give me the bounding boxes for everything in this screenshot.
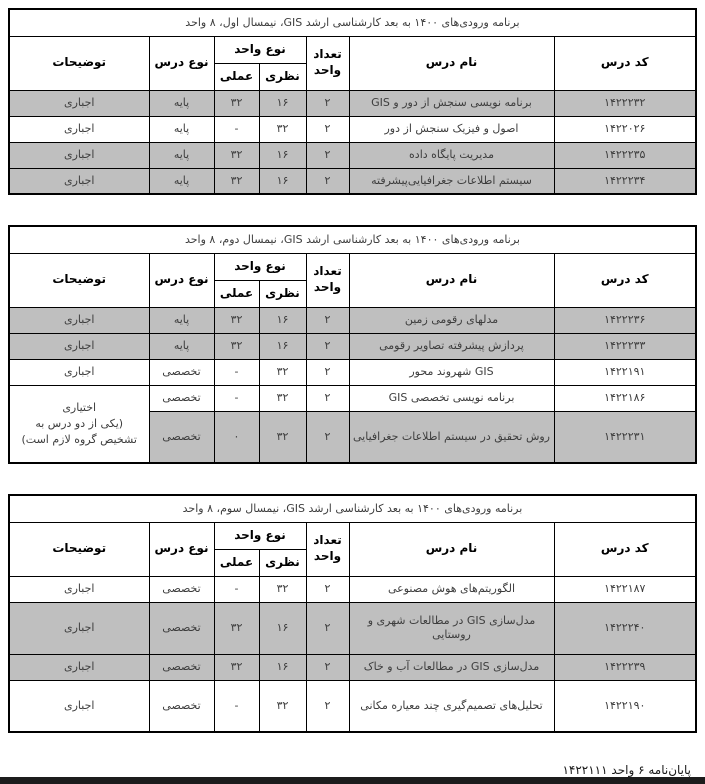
theory-units-cell: ۱۶ xyxy=(259,142,306,168)
course-name-cell: مدل‌سازی GIS در مطالعات آب و خاک xyxy=(349,654,554,680)
table-title: برنامه ورودی‌های ۱۴۰۰ به بعد کارشناسی ارشد GIS، نیمسال سوم، ۸ واحد xyxy=(9,495,696,522)
col-header-practical: عملی xyxy=(214,280,259,307)
course-name-cell: GIS شهروند محور xyxy=(349,359,554,385)
course-code-cell: ۱۴۲۲۲۳۳ xyxy=(554,333,696,359)
unit-count-line2: واحد xyxy=(313,549,342,563)
course-code-cell: ۱۴۲۲۲۳۲ xyxy=(554,90,696,116)
notes-cell: اجباری xyxy=(9,142,149,168)
units-cell: ۲ xyxy=(306,359,349,385)
notes-cell: اجباری xyxy=(9,307,149,333)
col-header-unit-type: نوع واحد xyxy=(214,36,306,63)
col-header-notes: توضیحات xyxy=(9,36,149,90)
table-title: برنامه ورودی‌های ۱۴۰۰ به بعد کارشناسی ارشد GIS، نیمسال دوم، ۸ واحد xyxy=(9,226,696,253)
col-header-course-type: نوع درس xyxy=(149,522,214,576)
theory-units-cell: ۳۲ xyxy=(259,116,306,142)
unit-count-line1: تعداد xyxy=(313,533,342,548)
course-row xyxy=(9,576,696,602)
course-code-cell: ۱۴۲۲۱۹۱ xyxy=(554,359,696,385)
course-code-cell: ۱۴۲۲۲۳۹ xyxy=(554,654,696,680)
course-row xyxy=(9,116,696,142)
units-cell: ۲ xyxy=(306,168,349,194)
theory-units-cell: ۱۶ xyxy=(259,602,306,654)
practical-units-cell: ۰ xyxy=(214,411,259,463)
course-code-cell: ۱۴۲۲۲۳۵ xyxy=(554,142,696,168)
course-name-cell: اصول و فیزیک سنجش از دور xyxy=(349,116,554,142)
course-code-cell: ۱۴۲۲۱۹۰ xyxy=(554,680,696,732)
course-type-cell: تخصصی xyxy=(149,385,214,411)
units-cell: ۲ xyxy=(306,116,349,142)
practical-units-cell: ۳۲ xyxy=(214,307,259,333)
theory-units-cell: ۱۶ xyxy=(259,333,306,359)
course-type-cell: تخصصی xyxy=(149,602,214,654)
notes-cell: اجباری xyxy=(9,90,149,116)
course-row xyxy=(9,359,696,385)
unit-count-line2: واحد xyxy=(313,63,342,77)
course-code-cell: ۱۴۲۲۱۸۶ xyxy=(554,385,696,411)
merged-notes-cell xyxy=(9,385,149,463)
col-header-theory: نظری xyxy=(259,549,306,576)
notes-cell: اجباری xyxy=(9,359,149,385)
course-row xyxy=(9,602,696,654)
col-header-practical: عملی xyxy=(214,549,259,576)
course-code-cell: ۱۴۲۲۲۳۱ xyxy=(554,411,696,463)
course-type-cell: پایه xyxy=(149,307,214,333)
theory-units-cell: ۳۲ xyxy=(259,576,306,602)
col-header-unit-count xyxy=(306,36,349,90)
course-row xyxy=(9,142,696,168)
course-code-cell: ۱۴۲۲۱۸۷ xyxy=(554,576,696,602)
thesis-note: پایان‌نامه ۶ واحد ۱۴۲۲۱۱۱ xyxy=(562,763,691,777)
course-name-cell: مدلهای رقومی زمین xyxy=(349,307,554,333)
course-row xyxy=(9,307,696,333)
unit-count-line1: تعداد xyxy=(313,264,342,279)
course-code-cell: ۱۴۲۲۲۳۶ xyxy=(554,307,696,333)
notes-cell: اجباری xyxy=(9,333,149,359)
col-header-theory: نظری xyxy=(259,280,306,307)
notes-cell: اجباری xyxy=(9,654,149,680)
notes-cell: اجباری xyxy=(9,576,149,602)
course-name-cell: روش تحقیق در سیستم اطلاعات جغرافیایی xyxy=(349,411,554,463)
course-row xyxy=(9,654,696,680)
merged-note-line: اختیاری xyxy=(62,400,97,414)
units-cell: ۲ xyxy=(306,411,349,463)
practical-units-cell: ۳۲ xyxy=(214,90,259,116)
course-type-cell: تخصصی xyxy=(149,411,214,463)
practical-units-cell: - xyxy=(214,385,259,411)
notes-cell: اجباری xyxy=(9,602,149,654)
notes-cell: اجباری xyxy=(9,116,149,142)
notes-cell: اجباری xyxy=(9,680,149,732)
units-cell: ۲ xyxy=(306,307,349,333)
course-row xyxy=(9,90,696,116)
units-cell: ۲ xyxy=(306,142,349,168)
course-name-cell: الگوریتم‌های هوش مصنوعی xyxy=(349,576,554,602)
course-row xyxy=(9,333,696,359)
practical-units-cell: - xyxy=(214,116,259,142)
units-cell: ۲ xyxy=(306,576,349,602)
course-type-cell: پایه xyxy=(149,90,214,116)
practical-units-cell: ۳۲ xyxy=(214,654,259,680)
practical-units-cell: ۳۲ xyxy=(214,142,259,168)
course-name-cell: مدل‌سازی GIS در مطالعات شهری و روستایی xyxy=(349,602,554,654)
col-header-course-type: نوع درس xyxy=(149,36,214,90)
theory-units-cell: ۱۶ xyxy=(259,307,306,333)
merged-note-line: تشخیص گروه لازم است) xyxy=(21,432,137,446)
course-type-cell: پایه xyxy=(149,142,214,168)
units-cell: ۲ xyxy=(306,333,349,359)
course-row xyxy=(9,168,696,194)
semester3-table xyxy=(8,494,697,733)
units-cell: ۲ xyxy=(306,602,349,654)
col-header-code: کد درس xyxy=(554,36,696,90)
course-type-cell: پایه xyxy=(149,333,214,359)
merged-note-line: (یکی از دو درس به xyxy=(35,416,124,430)
col-header-unit-type: نوع واحد xyxy=(214,522,306,549)
col-header-unit-count xyxy=(306,522,349,576)
course-code-cell: ۱۴۲۲۰۲۶ xyxy=(554,116,696,142)
theory-units-cell: ۳۲ xyxy=(259,411,306,463)
units-cell: ۲ xyxy=(306,654,349,680)
units-cell: ۲ xyxy=(306,90,349,116)
course-type-cell: تخصصی xyxy=(149,359,214,385)
units-cell: ۲ xyxy=(306,680,349,732)
semester2-table xyxy=(8,225,697,464)
course-name-cell: مدیریت پایگاه داده xyxy=(349,142,554,168)
practical-units-cell: ۳۲ xyxy=(214,168,259,194)
col-header-code: کد درس xyxy=(554,253,696,307)
notes-cell: اجباری xyxy=(9,168,149,194)
course-type-cell: تخصصی xyxy=(149,576,214,602)
course-code-cell: ۱۴۲۲۲۳۴ xyxy=(554,168,696,194)
course-type-cell: تخصصی xyxy=(149,654,214,680)
col-header-name: نام درس xyxy=(349,253,554,307)
theory-units-cell: ۱۶ xyxy=(259,654,306,680)
course-type-cell: پایه xyxy=(149,168,214,194)
course-name-cell: برنامه نویسی سنجش از دور و GIS xyxy=(349,90,554,116)
course-name-cell: سیستم اطلاعات جغرافیایی‌پیشرفته xyxy=(349,168,554,194)
unit-count-line2: واحد xyxy=(313,280,342,294)
course-name-cell: برنامه نویسی تخصصی GIS xyxy=(349,385,554,411)
col-header-code: کد درس xyxy=(554,522,696,576)
course-type-cell: پایه xyxy=(149,116,214,142)
course-type-cell: تخصصی xyxy=(149,680,214,732)
practical-units-cell: ۳۲ xyxy=(214,602,259,654)
theory-units-cell: ۳۲ xyxy=(259,385,306,411)
practical-units-cell: - xyxy=(214,576,259,602)
course-name-cell: پردازش پیشرفته تصاویر رقومی xyxy=(349,333,554,359)
col-header-unit-count xyxy=(306,253,349,307)
col-header-notes: توضیحات xyxy=(9,253,149,307)
col-header-unit-type: نوع واحد xyxy=(214,253,306,280)
theory-units-cell: ۱۶ xyxy=(259,168,306,194)
practical-units-cell: - xyxy=(214,680,259,732)
theory-units-cell: ۱۶ xyxy=(259,90,306,116)
theory-units-cell: ۳۲ xyxy=(259,680,306,732)
course-code-cell: ۱۴۲۲۲۴۰ xyxy=(554,602,696,654)
col-header-name: نام درس xyxy=(349,522,554,576)
course-row xyxy=(9,680,696,732)
col-header-course-type: نوع درس xyxy=(149,253,214,307)
col-header-name: نام درس xyxy=(349,36,554,90)
course-row xyxy=(9,385,696,411)
practical-units-cell: - xyxy=(214,359,259,385)
col-header-theory: نظری xyxy=(259,63,306,90)
table-title: برنامه ورودی‌های ۱۴۰۰ به بعد کارشناسی ارشد GIS، نیمسال اول، ۸ واحد xyxy=(9,9,696,36)
col-header-practical: عملی xyxy=(214,63,259,90)
theory-units-cell: ۳۲ xyxy=(259,359,306,385)
course-name-cell: تحلیل‌های تصمیم‌گیری چند معیاره مکانی xyxy=(349,680,554,732)
bottom-bar xyxy=(0,777,705,784)
practical-units-cell: ۳۲ xyxy=(214,333,259,359)
semester1-table xyxy=(8,8,697,195)
unit-count-line1: تعداد xyxy=(313,47,342,62)
units-cell: ۲ xyxy=(306,385,349,411)
col-header-notes: توضیحات xyxy=(9,522,149,576)
